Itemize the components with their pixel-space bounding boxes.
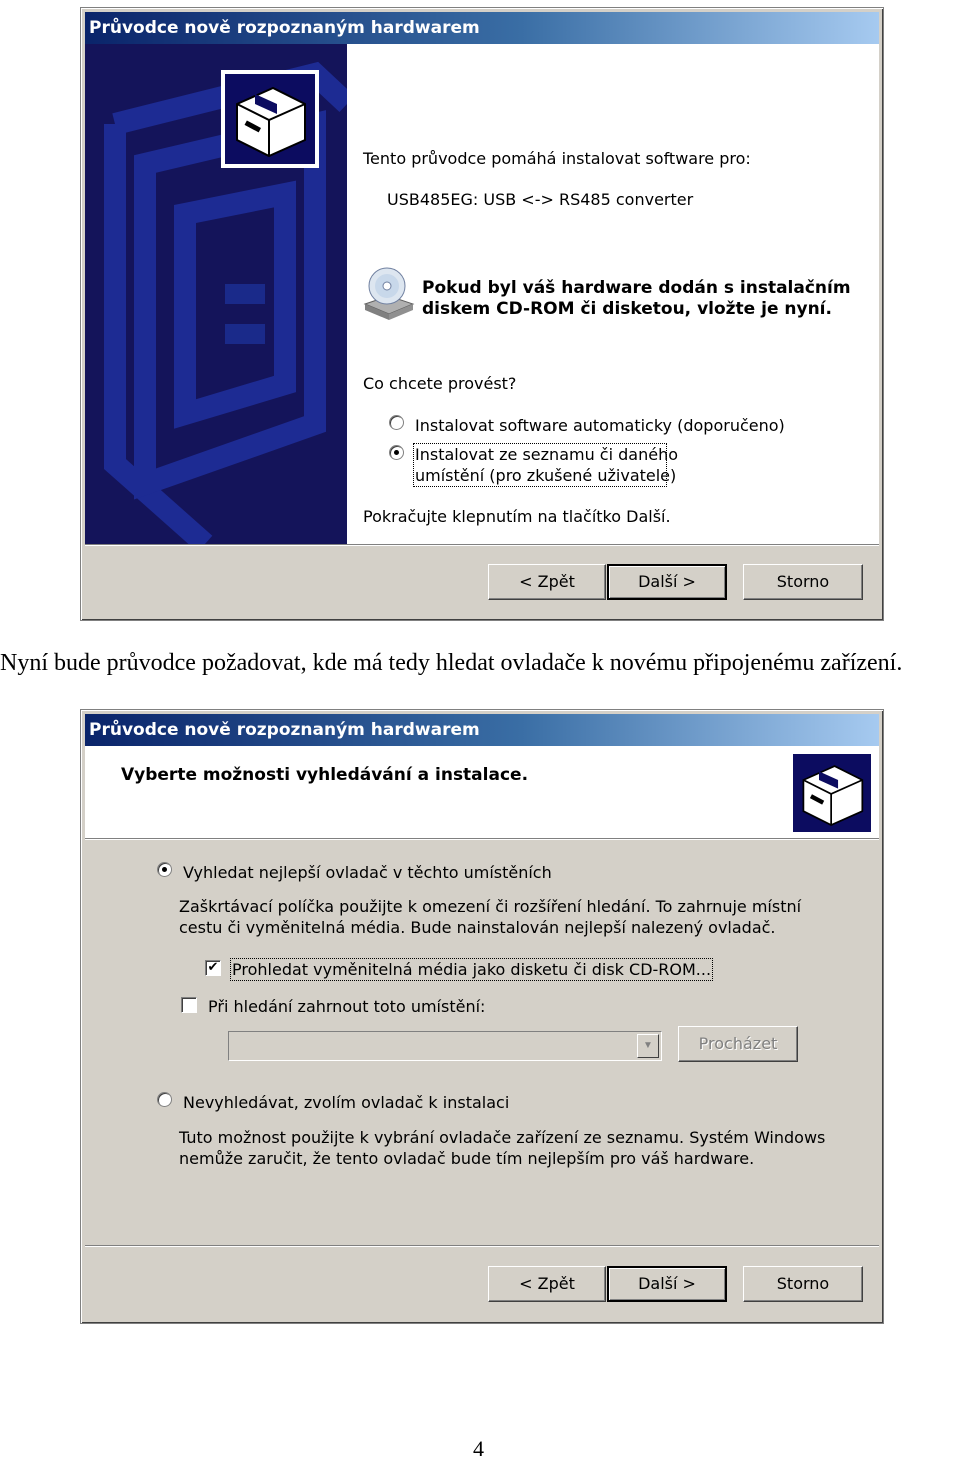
cd-instruction-line1: Pokud byl váš hardware dodán s instalačním	[422, 278, 851, 298]
page-number: 4	[473, 1436, 484, 1461]
wizard-dialog-1	[80, 7, 884, 621]
header-separator	[85, 838, 879, 840]
manual-description-line2: nemůže zaručit, že tento ovladač bude tím nejlepším pro váš hardware.	[179, 1149, 755, 1168]
question-text: Co chcete provést?	[363, 374, 517, 393]
header-text: Vyberte možnosti vyhledávání a instalace.	[121, 765, 529, 785]
browse-button[interactable]: Procházet	[678, 1026, 798, 1062]
dialog-2-title: Průvodce nově rozpoznaným hardwarem	[85, 714, 879, 746]
wizard-header-area	[85, 746, 879, 838]
cd-instruction-line2: diskem CD-ROM či disketou, vložte je nyní.	[422, 299, 832, 319]
checkbox-include-location[interactable]	[181, 997, 197, 1013]
cd-rom-icon	[363, 266, 415, 320]
back-button[interactable]: < Zpět	[488, 564, 606, 600]
cancel-button[interactable]: Storno	[743, 1266, 863, 1302]
wizard-sidebar-graphic	[85, 44, 347, 544]
radio-install-auto[interactable]	[389, 415, 404, 430]
intro-text: Tento průvodce pomáhá instalovat software pro:	[363, 149, 751, 168]
dialog-1-title: Průvodce nově rozpoznaným hardwarem	[85, 12, 879, 44]
radio-search-best-driver-label[interactable]: Vyhledat nejlepší ovladač v těchto umístěních	[183, 863, 552, 882]
radio-install-auto-label[interactable]: Instalovat software automaticky (doporučeno)	[415, 416, 785, 435]
radio-install-from-list[interactable]	[389, 445, 404, 460]
search-description-line1: Zaškrtávací políčka použijte k omezení či rozšíření hledání. To zahrnuje místní	[179, 897, 802, 916]
hardware-icon	[793, 754, 871, 832]
search-description-line2: cestu či vyměnitelná média. Bude nainstalován nejlepší nalezený ovladač.	[179, 918, 776, 937]
hardware-icon	[221, 70, 319, 168]
checkbox-search-removable-media-label[interactable]: Prohledat vyměnitelná média jako disketu či disk CD-ROM...	[232, 960, 712, 979]
device-name: USB485EG: USB <-> RS485 converter	[387, 190, 694, 209]
checkbox-include-location-label[interactable]: Při hledání zahrnout toto umístění:	[208, 997, 486, 1016]
button-separator	[85, 1245, 879, 1247]
radio-install-from-list-label[interactable]	[415, 445, 679, 485]
radio-install-from-list-line2: umístění (pro zkušené uživatele)	[415, 466, 677, 485]
checkbox-search-removable-media[interactable]: ✔	[205, 960, 221, 976]
continue-hint: Pokračujte klepnutím na tlačítko Další.	[363, 507, 671, 526]
radio-choose-driver-manually-label[interactable]: Nevyhledávat, zvolím ovladač k instalaci	[183, 1093, 510, 1112]
radio-choose-driver-manually[interactable]	[157, 1092, 172, 1107]
manual-description-line1: Tuto možnost použijte k vybrání ovladače zařízení ze seznamu. Systém Windows	[179, 1128, 826, 1147]
radio-install-from-list-line1: Instalovat ze seznamu či daného	[415, 445, 679, 464]
back-button[interactable]: < Zpět	[488, 1266, 606, 1302]
cancel-button[interactable]: Storno	[743, 564, 863, 600]
wizard-dialog-2	[80, 709, 884, 1324]
caption-text: Nyní bude průvodce požadovat, kde má tedy hledat ovladače k novému připojenému zařízení.	[0, 650, 903, 676]
chevron-down-icon[interactable]: ▼	[637, 1034, 659, 1058]
next-button[interactable]: Další >	[607, 564, 727, 600]
next-button[interactable]: Další >	[607, 1266, 727, 1302]
button-separator	[85, 544, 879, 546]
location-combobox[interactable]	[228, 1031, 662, 1061]
radio-search-best-driver[interactable]	[157, 862, 172, 877]
